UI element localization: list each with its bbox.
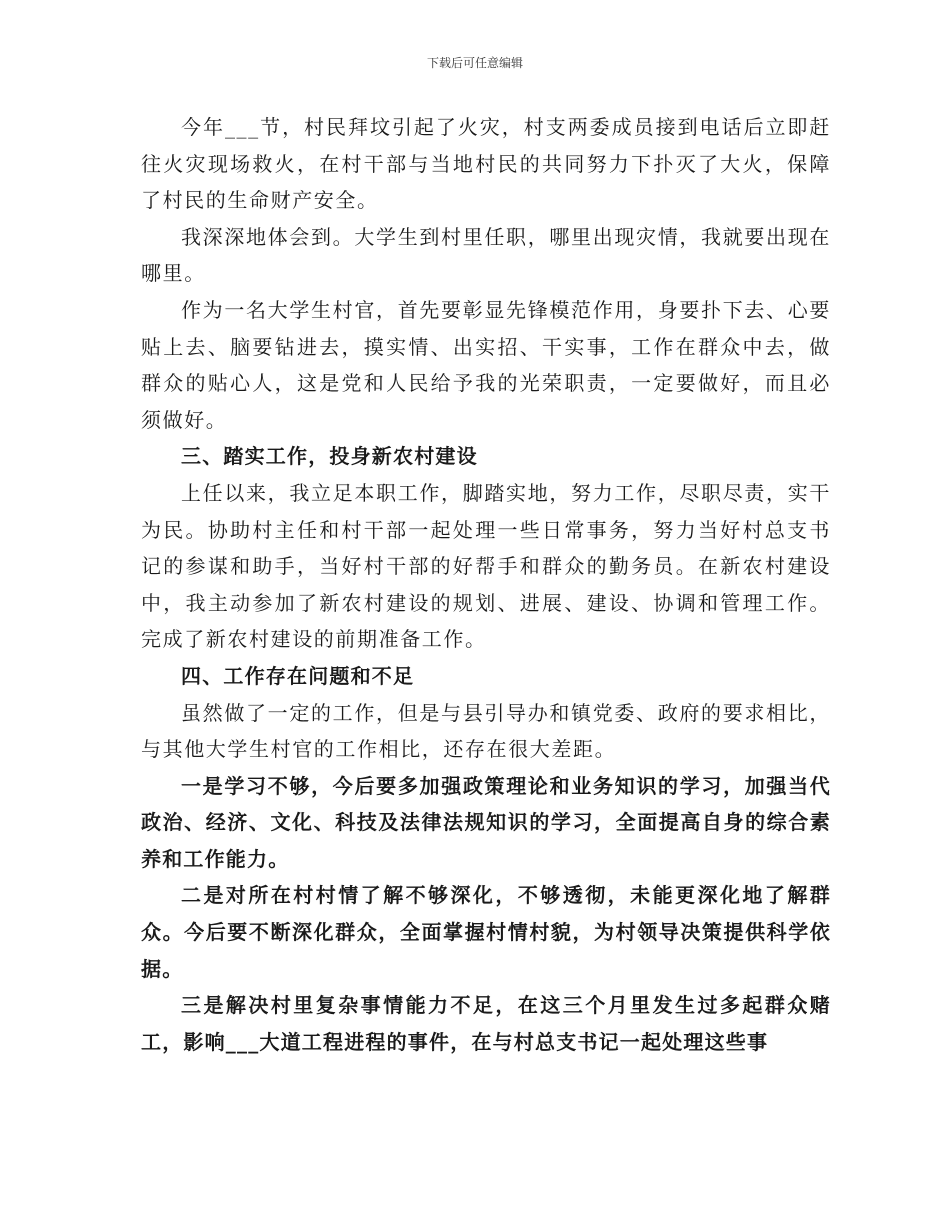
paragraph-fire-incident: 今年___节，村民拜坟引起了火灾，村支两委成员接到电话后立即赶往火灾现场救火，在村干部与当地村民的共同努力下扑灭了大火，保障了村民的生命财产安全。: [141, 115, 831, 213]
paragraph-role-model: 作为一名大学生村官，首先要彰显先锋模范作用，身要扑下去、心要贴上去、脑要钻进去，摸实情、出实招、干实事，工作在群众中去，做群众的贴心人，这是党和人民给予我的光荣职责，一定要做好，而且必须做好。: [141, 297, 831, 432]
document-body: [141, 109, 831, 1060]
paragraph-reflection: 我深深地体会到。大学生到村里任职，哪里出现灾情，我就要出现在哪里。: [141, 224, 831, 286]
paragraph-issue-1: 一是学习不够，今后要多加强政策理论和业务知识的学习，加强当代政治、经济、文化、科技及法律法规知识的学习，全面提高自身的综合素养和工作能力。: [141, 773, 831, 871]
paragraph-issue-2: 二是对所在村村情了解不够深化，不够透彻，未能更深化地了解群众。今后要不断深化群众，全面掌握村情村貌，为村领导决策提供科学依据。: [141, 883, 831, 981]
section-heading-4: 四、工作存在问题和不足: [181, 663, 415, 688]
paragraph-shortcomings-intro: 虽然做了一定的工作，但是与县引导办和镇党委、政府的要求相比，与其他大学生村官的工作相比，还存在很大差距。: [141, 700, 831, 762]
section-heading-3: 三、踏实工作，投身新农村建设: [181, 444, 478, 469]
paragraph-work-summary: 上任以来，我立足本职工作，脚踏实地，努力工作，尽职尽责，实干为民。协助村主任和村干部一起处理一些日常事务，努力当好村总支书记的参谋和助手，当好村干部的好帮手和群众的勤务员。在新农村建设中，我主动参加了新农村建设的规划、进展、建设、协调和管理工作。完成了新农村建设的前期准备工作。: [141, 480, 831, 652]
paragraph-issue-3: 三是解决村里复杂事情能力不足，在这三个月里发生过多起群众赌工，影响___大道工程进程的事件，在与村总支书记一起处理这些事: [141, 993, 831, 1054]
page-header: 下载后可任意编辑: [426, 56, 523, 70]
